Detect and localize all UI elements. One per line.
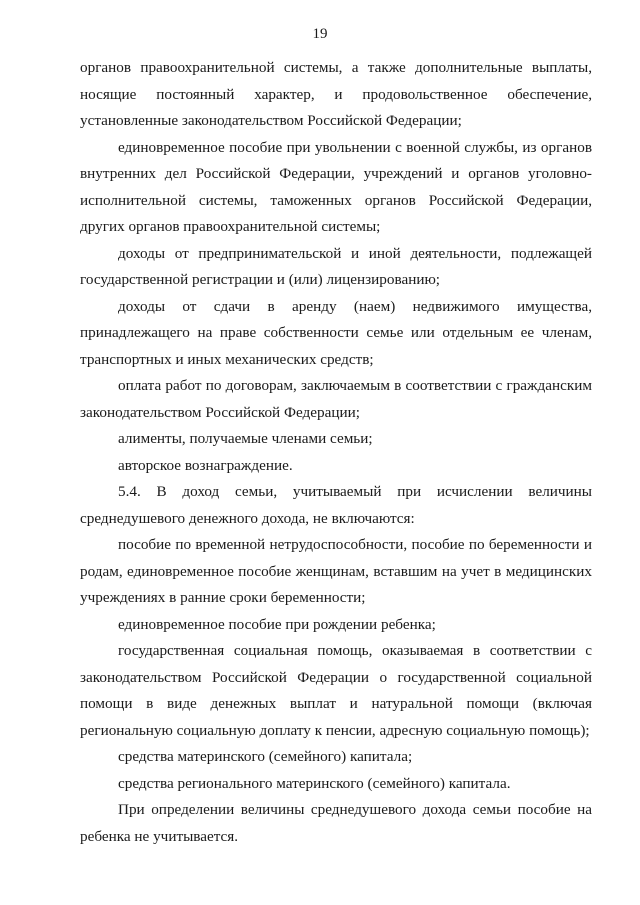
paragraph-alimony: алименты, получаемые членами семьи;: [118, 430, 373, 447]
paragraph-child-benefit-note: При определении величины среднедушевого дохода семьи пособие на ребенка не учитывается.: [80, 801, 592, 845]
paragraph-sick-leave-benefit: пособие по временной нетрудоспособности, пособие по беременности и родам, единовременное пособие женщинам, вставшим на учет в медицинских учреждениях в ранние сроки беременности;: [80, 536, 592, 606]
paragraph-severance-benefit: единовременное пособие при увольнении с военной службы, из органов внутренних дел Российской Федерации, учреждений и органов уголовно-исполнительной системы, таможенных органов Российской Федерации, других органов правоохранительной системы;: [80, 138, 592, 235]
document-body: [80, 55, 592, 850]
paragraph-continuation: органов правоохранительной системы, а также дополнительные выплаты, носящие постоянный характер, и продовольственное обеспечение, установленные законодательством Российской Федерации;: [80, 59, 592, 129]
paragraph-business-income: доходы от предпринимательской и иной деятельности, подлежащей государственной регистрации и (или) лицензированию;: [80, 244, 592, 288]
paragraph-state-social-assistance: государственная социальная помощь, оказываемая в соответствии с законодательством Российской Федерации о государственной социальной помощи в виде денежных выплат и натуральной помощи (включая региональную социальную доплату к пенсии, адресную социальную помощь);: [80, 642, 592, 739]
paragraph-regional-maternity-capital: средства регионального материнского (семейного) капитала.: [118, 774, 511, 792]
paragraph-royalties: авторское вознаграждение.: [118, 456, 293, 474]
paragraph-section-5-4: 5.4. В доход семьи, учитываемый при исчислении величины среднедушевого денежного дохода, не включаются:: [80, 483, 592, 527]
page-number: 19: [312, 26, 328, 42]
paragraph-birth-benefit: единовременное пособие при рождении ребенка;: [118, 615, 436, 633]
paragraph-maternity-capital: средства материнского (семейного) капитала;: [118, 748, 413, 765]
paragraph-contract-payments: оплата работ по договорам, заключаемым в соответствии с гражданским законодательством Российской Федерации;: [80, 377, 592, 421]
paragraph-rental-income: доходы от сдачи в аренду (наем) недвижимого имущества, принадлежащего на праве собственности семье или отдельным ее членам, транспортных и иных механических средств;: [80, 297, 592, 368]
